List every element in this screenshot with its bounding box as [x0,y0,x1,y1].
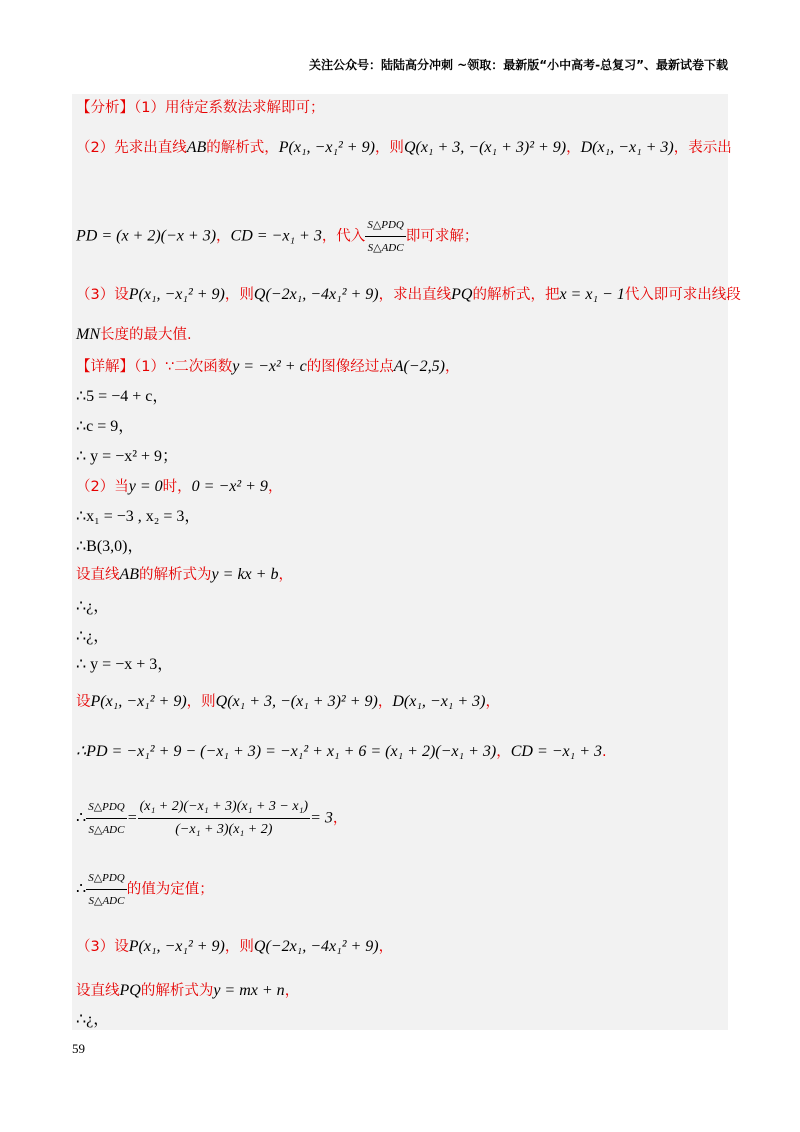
math-line-ab: y = kx + b [211,566,279,583]
detail-text: （3）设 [76,939,129,955]
analysis-part3-label: （3）设 [76,287,129,303]
detail-text: 时， [162,479,192,495]
page-number: 59 [72,1041,85,1056]
analysis-text: ，则 [224,287,254,303]
math-x-value: x = x₁ − 1 [559,286,625,303]
analysis-text: 即可求解； [405,228,479,245]
detail-text: ， [377,694,393,710]
fraction-expression [138,797,311,840]
detail-line-7: ∴B(3,0)， [76,538,144,555]
detail-text: ，则 [224,939,254,955]
fraction-area-ratio [86,868,127,911]
detail-text: ， [267,479,283,495]
analysis-text: ，表示出 [673,140,732,156]
detail-text: 设直线 [76,983,120,999]
detail-text: 设直线 [76,567,120,583]
detail-text: ， [378,939,394,955]
analysis-text: 代入即可求出线段 [624,287,741,303]
detail-text: . [602,744,607,760]
analysis-text: ，代入 [321,228,366,245]
analysis-tag: 【分析】 [76,100,134,116]
fraction-denominator: (−x₁ + 3)(x₁ + 2) [175,822,273,837]
therefore-symbol: ∴ [76,809,87,827]
fraction-numerator: S△PDQ [86,797,127,819]
detail-line-10: ∴¿， [76,628,110,645]
analysis-line-4 [76,285,741,305]
equals-sign: = [126,809,138,827]
fraction-denominator: S△ADC [367,242,404,254]
math-point-a: A(−2,5) [393,358,445,375]
detail-line-17 [76,981,299,1001]
detail-text: （1）∵二次函数 [134,359,233,375]
analysis-text: ， [216,228,231,245]
analysis-part1: （1）用待定系数法求解即可； [134,100,325,116]
math-quadratic: y = −x² + c [232,358,307,375]
math-point-p: P(x₁, −x₁² + 9) [128,286,225,303]
detail-line-1 [76,357,459,377]
math-point-d: D(x₁, −x₁ + 3) [580,139,674,156]
math-ab: AB [186,139,207,156]
detail-text: 设 [76,694,91,710]
math-point-q: Q(x₁ + 3, −(x₁ + 3)² + 9) [215,693,378,710]
analysis-text: 的解析式， [206,140,279,156]
analysis-text: ， [566,140,581,156]
detail-line-13 [76,742,607,762]
math-ab: AB [119,566,140,583]
analysis-text: ，求出直线 [378,287,452,303]
detail-text: ， [278,567,293,583]
detail-line-9: ∴¿， [76,598,110,615]
analysis-line-2 [76,138,732,158]
detail-text: 的图像经过点 [306,359,394,375]
math-point-q: Q(x₁ + 3, −(x₁ + 3)² + 9) [403,139,567,156]
detail-line-16 [76,937,393,957]
analysis-text: 的解析式，把 [472,287,560,303]
detail-text: 的值为定值； [126,881,214,898]
math-line-pq: y = mx + n [213,982,285,999]
page-header: 关注公众号：陆陆高分冲刺 ~领取：最新版“小中高考-总复习”、最新试卷下载 [309,58,728,72]
math-point-p: P(x₁, −x₁² + 9) [278,139,375,156]
math-point-q: Q(−2x₁, −4x₁² + 9) [253,286,379,303]
fraction-area-ratio [86,797,127,840]
fraction-denominator: S△ADC [88,895,125,907]
math-pd: PD = (x + 2)(−x + 3) [76,227,217,245]
therefore-symbol: ∴ [76,880,87,898]
detail-tag: 【详解】 [76,359,134,375]
detail-text: ， [332,810,348,827]
analysis-part2-label: （2）先求出直线 [76,140,187,156]
fraction-numerator: S△PDQ [86,868,127,890]
fraction-area-ratio [365,215,406,258]
math-point-p: P(x₁, −x₁² + 9) [90,693,187,710]
math-point-p: P(x₁, −x₁² + 9) [128,938,225,955]
math-pq: PQ [451,286,473,303]
detail-line-11: ∴ y = −x + 3， [76,656,174,673]
detail-line-3: ∴c = 9， [76,418,135,435]
math-equation: 0 = −x² + 9 [191,478,268,495]
detail-text: 的解析式为 [139,567,212,583]
math-result: = 3 [310,809,333,827]
detail-text: ， [485,694,500,710]
detail-line-14 [76,797,347,840]
detail-text: ，则 [186,694,216,710]
math-pd-expansion: ∴PD = −x₁² + 9 − (−x₁ + 3) = −x₁² + x₁ + 6 = (x₁ + 2)(−x₁ + 3) [76,743,497,760]
analysis-line-1 [76,98,324,118]
detail-line-4: ∴ y = −x² + 9； [76,448,179,465]
math-pq: PQ [119,982,141,999]
detail-text: ， [496,744,511,760]
detail-text: ， [284,983,300,999]
detail-text: 的解析式为 [140,983,214,999]
analysis-text: ，则 [374,140,404,156]
detail-line-15 [76,868,214,911]
analysis-line-5 [76,325,192,345]
math-point-q: Q(−2x₁, −4x₁² + 9) [253,938,379,955]
math-cd: CD = −x₁ + 3 [230,227,322,245]
detail-line-18: ∴¿， [76,1011,110,1028]
detail-line-8 [76,565,293,585]
detail-line-2: ∴5 = −4 + c， [76,388,169,405]
analysis-text: 长度的最大值. [100,327,192,343]
analysis-line-3 [76,215,478,258]
detail-line-5 [76,477,282,497]
detail-text: ， [444,359,460,375]
detail-line-6: ∴x₁ = −3 , x₂ = 3， [76,508,201,525]
fraction-numerator: S△PDQ [365,215,406,237]
math-cd: CD = −x₁ + 3 [510,743,602,760]
math-point-d: D(x₁, −x₁ + 3) [392,693,486,710]
detail-line-12 [76,692,500,712]
math-y-zero: y = 0 [128,478,163,495]
math-mn: MN [76,326,100,343]
fraction-numerator: (x₁ + 2)(−x₁ + 3)(x₁ + 3 − x₁) [138,797,311,819]
fraction-denominator: S△ADC [88,824,125,836]
detail-text: （2）当 [76,479,129,495]
